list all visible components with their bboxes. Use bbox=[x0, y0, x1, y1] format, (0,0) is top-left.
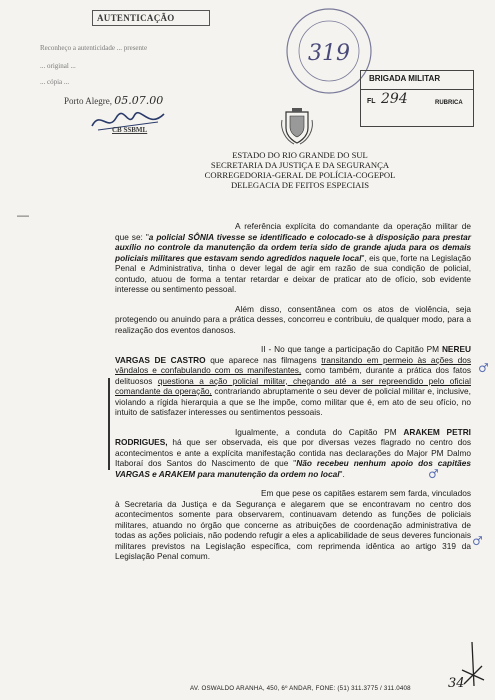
stamp-date bbox=[64, 94, 163, 107]
margin-dash: — bbox=[17, 208, 29, 222]
handwritten-check-icon: ♂ bbox=[472, 534, 483, 548]
document-body bbox=[115, 221, 471, 571]
header-secretariat: SECRETARIA DA JUSTIÇA E DA SEGURANÇA bbox=[210, 160, 390, 170]
paragraph-5 bbox=[115, 488, 471, 562]
p4-intro: Igualmente, a conduta do Capitão PM bbox=[235, 426, 404, 437]
paragraph-3 bbox=[115, 344, 471, 418]
stamp-line-1: Reconheço a autenticidade ... presente bbox=[40, 44, 148, 52]
p5-text: Em que pese os capitães estarem sem farda, vinculados à Secretaria da Justiça e da Segurança e alegarem que se encontravam no centro dos acontecimentos somente para observarem, continuavam detendo as funções de policiais militares, atuando no órgão que concerne as atribuições de coordenação administrativa de todas as ações policiais, não podendo refugir a eles a aplicabilidade de seus deveres funcionais militares previstos na Legislação específica, com reprimenda idêntica ao artigo 319 da Legislação Penal comum. bbox=[115, 488, 471, 561]
p4-end: ". bbox=[339, 468, 345, 479]
rubrica-label: RUBRICA bbox=[435, 100, 463, 106]
p3-underlined-2: questiona a ação policial militar, chegando até a ser repreendido pelo oficial comandante da operação, bbox=[115, 375, 471, 396]
p3-text-b: como também, durante a prática dos fatos delituosos bbox=[115, 365, 471, 386]
handwritten-check-icon: ♂ bbox=[478, 361, 489, 375]
seal-number: 319 bbox=[308, 41, 350, 66]
fl-number: 294 bbox=[381, 91, 408, 107]
footer-address: AV. OSWALDO ARANHA, 450, 6º ANDAR, FONE: (51) 311.3775 / 311.0408 bbox=[190, 685, 411, 692]
p4-name: ARAKEM PETRI RODRIGUES, bbox=[115, 426, 471, 447]
p1-rest: ", eis que, forte na Legislação Penal e Administrativa, tinha o dever legal de agir em razão de sua condição de policial, contudo, atuou de forma a tentar retardar e deixar de praticar ato de ofício, sob evidente interesse ou sentimento pessoal. bbox=[115, 252, 471, 294]
page-number: 34 bbox=[448, 676, 465, 691]
paragraph-1 bbox=[115, 221, 471, 295]
p3-name: NEREU VARGAS DE CASTRO bbox=[115, 344, 471, 365]
p1-intro: A referência explícita do comandante da operação militar de que se: " bbox=[115, 221, 471, 242]
header-corregedoria: CORREGEDORIA-GERAL DE POLÍCIA-COGEPOL bbox=[204, 170, 396, 180]
stamp-title: AUTENTICAÇÃO bbox=[92, 10, 210, 26]
p3-text-c: contrariando abruptamente o seu dever de policial militar e, inclusive, violando a rígida hierarquia a que se lhe impõe, como militar que é, em ato de seu ofício, no intuito de satisfazer interesses ou sentimentos pessoais. bbox=[115, 386, 471, 417]
p4-quote: Não recebeu nenhum apoio dos capitães VARGAS e ARAKEM para manutenção da ordem no local bbox=[115, 458, 472, 479]
header-delegacia: DELEGACIA DE FEITOS ESPECIAIS bbox=[230, 180, 370, 190]
stamp-line-3: ... cópia ... bbox=[40, 78, 70, 86]
paragraph-4 bbox=[115, 427, 471, 480]
fl-label: FL bbox=[367, 98, 376, 105]
document-header bbox=[195, 150, 405, 190]
stamp-line-2: ... original ... bbox=[40, 62, 76, 70]
stamp-date-prefix: Porto Alegre, bbox=[64, 96, 112, 106]
p4-text: há que ser observada, eis que por diversas vezes flagrado no centro dos acontecimentos e ante a explícita manifestação contida nas declarações do Major PM Dalmo Itaboraí dos Santos do Nascimento de que " bbox=[115, 437, 471, 468]
brigada-title: BRIGADA MILITAR bbox=[369, 74, 441, 83]
brigada-militar-box bbox=[360, 70, 474, 127]
stamp-date-handwritten: 05.07.00 bbox=[114, 94, 164, 107]
margin-bar bbox=[108, 378, 110, 470]
p3-underlined-1: transitando em permeio às ações dos vândalos e confabulando com os manifestantes, bbox=[115, 354, 471, 375]
p1-quote: a policial SÔNIA tivesse se identificado e colocado-se à disposição para prestar auxílio no controle da manutenção da ordem teria sido de grande ajuda para os demais policiais militares que estavam sendo agredidos naquele local bbox=[115, 231, 471, 263]
p2-text: Além disso, consentânea com os atos de violência, seja protegendo ou anuindo para a prática desses, concorreu e contribuiu, de qualquer modo, para a realização dos eventos danosos. bbox=[115, 303, 471, 335]
coat-of-arms-icon bbox=[280, 106, 314, 146]
paragraph-2 bbox=[115, 304, 471, 336]
handwritten-check-icon: ♂ bbox=[428, 467, 439, 481]
authentication-stamp bbox=[32, 8, 192, 136]
p3-text-a: que aparece nas filmagens bbox=[205, 354, 322, 365]
stamp-bottom: CB SSBML bbox=[112, 126, 148, 134]
p3-intro: II - No que tange a participação do Capitão PM bbox=[261, 344, 440, 354]
header-state: ESTADO DO RIO GRANDE DO SUL bbox=[232, 150, 368, 160]
